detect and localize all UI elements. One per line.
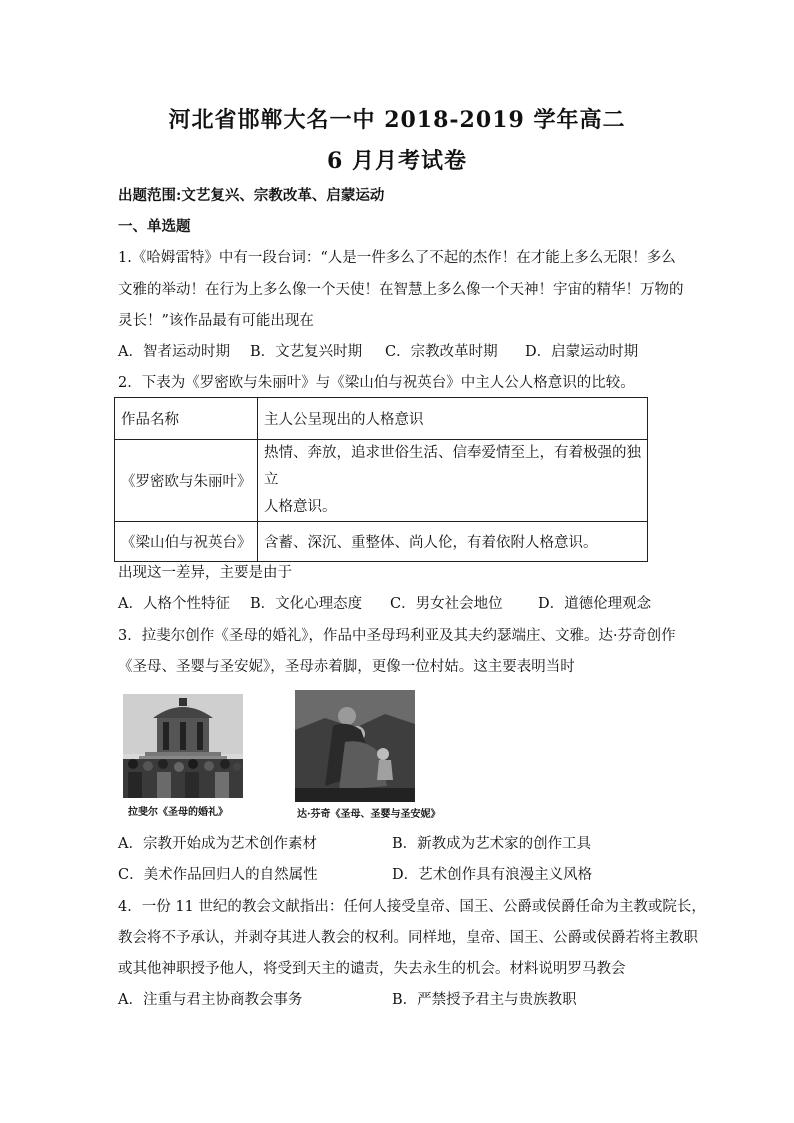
q3-option-a: A．宗教开始成为艺术创作素材 <box>118 836 317 852</box>
q1-option-d: D．启蒙运动时期 <box>525 344 639 360</box>
q1-option-c: C．宗教改革时期 <box>385 344 498 360</box>
table-header-awareness: 主人公呈现出的人格意识 <box>258 398 648 440</box>
q1-line-2: 文雅的举动！在行为上多么像一个天使！在智慧上多么像一个天神！宇宙的精华！万物的 <box>118 282 684 298</box>
q1-line-1: 1.《哈姆雷特》中有一段台词：“人是一件多么了不起的杰作！在才能上多么无限！多么 <box>118 250 676 266</box>
q1-line-3: 灵长！”该作品最有可能出现在 <box>118 313 314 329</box>
q4-option-a: A．注重与君主协商教会事务 <box>118 992 303 1008</box>
q3-line-1: 3．拉斐尔创作《圣母的婚礼》，作品中圣母玛利亚及其夫约瑟端庄、文雅。达·芬奇创作 <box>118 628 676 644</box>
table-row <box>115 440 648 522</box>
exam-title-line1: 河北省邯郸大名一中 2018-2019 学年高二 <box>168 107 626 133</box>
q3-option-c: C．美术作品回归人的自然属性 <box>118 867 318 883</box>
section-heading: 一、单选题 <box>118 218 191 235</box>
table-cell-awareness <box>258 440 648 522</box>
table-row <box>115 522 648 562</box>
table-cell-work: 《梁山伯与祝英台》 <box>115 522 258 562</box>
table-cell-awareness-line2: 人格意识。 <box>264 499 337 515</box>
q2-option-c: C．男女社会地位 <box>390 596 503 612</box>
q3-option-b: B．新教成为艺术家的创作工具 <box>392 836 592 852</box>
q1-option-b: B．文艺复兴时期 <box>250 344 363 360</box>
q2-option-a: A．人格个性特征 <box>118 596 230 612</box>
q3-line-2: 《圣母、圣婴与圣安妮》，圣母赤着脚，更像一位村姑。这主要表明当时 <box>118 659 575 675</box>
leonardo-caption: 达·芬奇《圣母、圣婴与圣安妮》 <box>297 809 441 820</box>
q4-line-3: 或其他神职授予他人，将受到天主的谴责，失去永生的机会。材料说明罗马教会 <box>118 961 626 977</box>
q4-option-b: B．严禁授予君主与贵族教职 <box>392 992 577 1008</box>
q2-after: 出现这一差异，主要是由于 <box>118 565 292 581</box>
q4-line-1: 4．一份 11 世纪的教会文献指出：任何人接受皇帝、国王、公爵或侯爵任命为主教或院长， <box>118 899 706 915</box>
q2-stem: 2．下表为《罗密欧与朱丽叶》与《梁山伯与祝英台》中主人公人格意识的比较。 <box>118 375 635 391</box>
q2-option-b: B．文化心理态度 <box>250 596 363 612</box>
q1-option-a: A．智者运动时期 <box>118 344 230 360</box>
comparison-table <box>114 397 648 562</box>
q4-line-2: 教会将不予承认，并剥夺其进人教会的权利。同样地，皇帝、国王、公爵或侯爵若将主教职 <box>118 930 698 946</box>
exam-title-line2: 6 月月考试卷 <box>327 148 467 174</box>
q2-option-d: D．道德伦理观念 <box>538 596 652 612</box>
raphael-caption: 拉斐尔《圣母的婚礼》 <box>128 807 228 818</box>
leonardo-painting-image <box>295 690 415 802</box>
scope-line: 出题范围:文艺复兴、宗教改革、启蒙运动 <box>118 187 385 204</box>
table-cell-awareness-line1: 热情、奔放，追求世俗生活、信奉爱情至上，有着极强的独立 <box>264 445 641 488</box>
table-header-row <box>115 398 648 440</box>
table-header-work: 作品名称 <box>115 398 258 440</box>
raphael-painting-image <box>123 694 243 798</box>
table-cell-work: 《罗密欧与朱丽叶》 <box>115 440 258 522</box>
table-cell-awareness: 含蓄、深沉、重整体、尚人伦，有着依附人格意识。 <box>258 522 648 562</box>
q3-option-d: D．艺术创作具有浪漫主义风格 <box>392 867 593 883</box>
